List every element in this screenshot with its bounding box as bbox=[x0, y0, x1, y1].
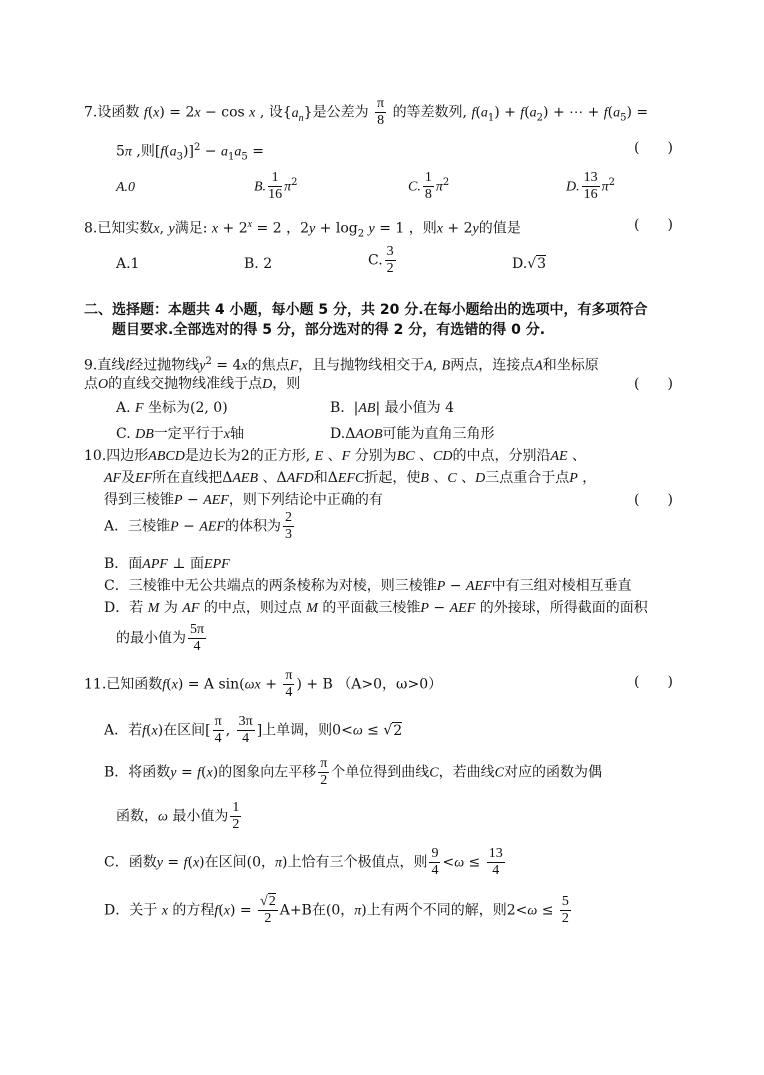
q9-option-d: D.ΔAOB可能为直角三角形 bbox=[330, 426, 495, 442]
q10-option-c: C．三棱锥中无公共端点的两条棱称为对棱，则三棱锥P − AEF中有三组对棱相互垂直 bbox=[104, 578, 632, 594]
q9-line2: 点O的直线交抛物线准线于点D，则 bbox=[84, 376, 301, 392]
section2-heading-line2: 题目要求.全部选对的得 5 分，部分选对的得 2 分，有选错的得 0 分. bbox=[112, 322, 546, 338]
q10-option-a: A．三棱锥P − AEF的体积为 $\frac{2}{3}$ bbox=[104, 510, 292, 542]
q11-option-b-line2: 函数，ω 最小值为 $\frac{1}{2}$ bbox=[116, 800, 240, 832]
q7-option-b: B. $\frac{1}{16}$ $\pi^2$ bbox=[254, 170, 298, 202]
q10-line2: AF及EF所在直线把ΔAEB 、ΔAFD和ΔEFC折起，使B 、C 、D三点重合于点P ， bbox=[104, 470, 597, 486]
q10-answer-paren[interactable]: ( ) bbox=[634, 492, 673, 508]
q10-line1: 10.四边形ABCD是边长为2的正方形, E 、F 分别为BC 、CD的中点，分别沿AE 、 bbox=[84, 448, 587, 464]
q7-pi-over-8: $\frac{\pi}{8}$ bbox=[377, 96, 385, 128]
q11-option-a: A．若f(x)在区间[ $\frac{\pi}{4}$ , $\frac{3\pi}{4}$ ]上单调，则0<ω ≤ √2 bbox=[104, 714, 403, 746]
q10-line3: 得到三棱锥P − AEF，则下列结论中正确的有 bbox=[104, 492, 383, 508]
q8-option-a: A.1 bbox=[116, 256, 140, 272]
q11-option-d: D．关于 x 的方程f(x) = $\frac{√2}{2}$ A+B在(0，π)上有两个不同的解，则2<ω ≤ $\frac{5}{2}$ bbox=[104, 894, 569, 926]
section2-heading-line1: 二、选择题：本题共 4 小题，每小题 5 分，共 20 分.在每小题给出的选项中，有多项符合 bbox=[84, 302, 648, 318]
q11-option-c: C．函数y = f(x)在区间(0，π)上恰有三个极值点，则 $\frac{9}{4}$ <ω ≤ $\frac{13}{4}$ bbox=[104, 846, 503, 878]
q7-option-a: A.0 bbox=[116, 180, 136, 195]
q7-function-def: f bbox=[143, 105, 148, 121]
q11-line1: 11.已知函数f(x) = A sin(ωx + $\frac{\pi}{4}$ ) + B （A>0，ω>0） bbox=[84, 668, 443, 700]
q7-option-c: C. $\frac{1}{8}$ $\pi^2$ bbox=[408, 170, 450, 202]
q10-option-d-line1: D．若 M 为 AF 的中点，则过点 M 的平面截三棱锥P − AEF 的外接球，所得截面的面积 bbox=[104, 600, 648, 616]
q7-line2: 5π ,则$[f(a_3)]^2 - a_1a_5$ = bbox=[116, 142, 264, 163]
q7-line1: 7.设函数 f(x) = 2x − cos x , 设$\{a_n\}$是公差为 $\frac{\pi}{8}$ 的等差数列, $f(a_1) + f(a_2)$ + ⋯ + $f(a_5)$ = bbox=[84, 96, 649, 128]
q7-option-d: D. $\frac{13}{16}$ $\pi^2$ bbox=[566, 170, 616, 202]
q11-answer-paren[interactable]: ( ) bbox=[634, 674, 673, 690]
q9-line1: 9.直线l经过抛物线$y^2 = 4x$的焦点F，且与抛物线相交于A, B两点，连接点A和坐标原 bbox=[84, 356, 599, 374]
q9-option-c: C. DB一定平行于x轴 bbox=[116, 426, 245, 442]
q8-answer-paren[interactable]: ( ) bbox=[634, 217, 673, 233]
q10-option-d-line2: 的最小值为 $\frac{5\pi}{4}$ bbox=[116, 622, 205, 654]
q9-option-a: A. F 坐标为(2, 0) bbox=[116, 400, 228, 416]
q8-option-b: B. 2 bbox=[244, 256, 273, 272]
q8-line1: 8.已知实数x, y满足: $x + 2^x = 2$ ，$2y + \log_2 y = 1$ ，则x + 2y的值是 bbox=[84, 219, 521, 240]
q9-answer-paren[interactable]: ( ) bbox=[634, 376, 673, 392]
q10-option-b: B．面APF ⊥ 面EPF bbox=[104, 556, 230, 572]
q8-option-c: C. $\frac{3}{2}$ bbox=[368, 244, 394, 276]
q9-option-b: B. |AB| 最小值为 4 bbox=[330, 400, 455, 416]
q7-answer-paren[interactable]: ( ) bbox=[634, 140, 673, 156]
q11-option-b-line1: B．将函数y = f(x)的图象向左平移 $\frac{\pi}{2}$ 个单位得到曲线C，若曲线C对应的函数为偶 bbox=[104, 756, 602, 788]
q8-option-d: D.√3 bbox=[512, 256, 547, 272]
